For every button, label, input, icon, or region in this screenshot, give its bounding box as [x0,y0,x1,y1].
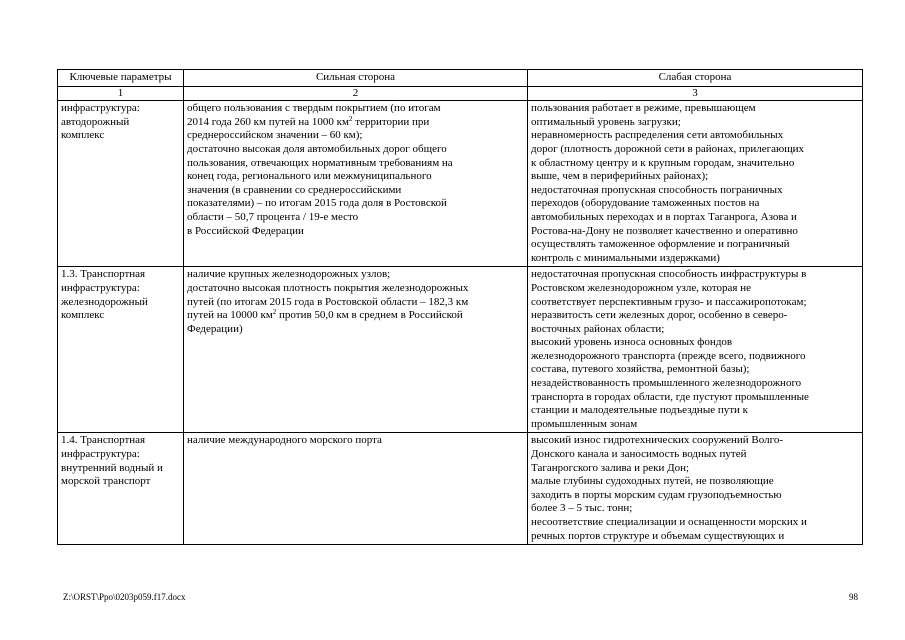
strong-side-line [187,323,524,337]
weak-side-line: восточных районах области; [531,322,665,335]
key-parameter-line: железнодорожный [61,295,148,308]
weak-side-line: дорог (плотность дорожной сети в районах, прилегающих [531,142,805,155]
column-number: 2 [184,86,528,101]
strong-side-line [187,309,524,323]
header-row [58,70,863,87]
weak-side-line: Ростовском железнодорожном узле, которая не [531,281,752,294]
weak-side-line: неразвитость сети железных дорог, особенно в северо- [531,309,788,322]
weak-side-line: незадействованность промышленного железнодорожного [531,377,802,390]
weak-side-line: пользования работает в режиме, превышающем [531,102,756,115]
key-parameter-line: комплекс [61,129,105,142]
column-number-row [58,86,863,101]
key-parameter-line: морской транспорт [61,475,151,488]
key-parameter-line: инфраструктура: [61,102,140,115]
weak-side-line: автомобильных переходах и в портах Таганрога, Азова и [531,210,797,223]
text-segment: общего пользования с твердым покрытием (по итогам [187,102,441,115]
weak-side-line: соответствует перспективным грузо- и пассажиропотокам; [531,295,807,308]
strong-side-cell [184,267,528,433]
weak-side-line: осуществлять таможенное оформление и пограничный [531,238,790,251]
text-segment: путей на 10000 км [187,309,273,322]
text-segment: путей (по итогам 2015 года в Ростовской области – 182,3 км [187,295,469,308]
text-segment: пользования, отвечающих нормативным требованиям на [187,156,453,169]
key-parameter-line: комплекс [61,309,105,322]
key-parameter-line: 1.3. Транспортная [61,268,146,281]
text-segment: Федерации) [187,322,243,335]
weak-side-line: Донского канала и заносимость водных путей [531,448,747,461]
text-segment: территории при [352,115,430,128]
strong-side-line [187,282,524,296]
weak-side-cell [528,101,863,267]
weak-side-line: промышленным зонам [531,417,638,430]
strong-side-line [187,268,524,282]
strong-side-line [187,434,524,448]
weak-side-line: к областному центру и к крупным городам, значительно [531,156,795,169]
table-row [58,433,863,545]
column-number: 1 [58,86,184,101]
weak-side-line: неравномерность распределения сети автомобильных [531,129,784,142]
strong-side-line [187,129,524,143]
weak-side-line: более 3 – 5 тыс. тонн; [531,502,633,515]
strong-side-line [187,225,524,239]
strong-side-line [187,211,524,225]
weak-side-line: Таганрогского залива и реки Дон; [531,461,690,474]
table-row [58,267,863,433]
strong-side-line [187,184,524,198]
weak-side-line: заходить в порты морским судам грузоподъемностью [531,488,782,501]
weak-side-line: несоответствие специализации и оснащенности морских и [531,516,807,528]
text-segment: наличие международного морского порта [187,434,382,447]
text-segment: против 50,0 км в среднем в Российской [276,309,463,322]
weak-side-line: недостаточная пропускная способность инфраструктуры в [531,268,807,281]
weak-side-line: состава, путевого хозяйства, ремонтной базы); [531,363,750,376]
header-strong-side: Сильная сторона [184,70,528,87]
weak-side-line: Ростова-на-Дону не позволяет качественно и оперативно [531,224,798,237]
strong-side-cell [184,101,528,267]
strong-side-line [187,170,524,184]
key-parameter-line: внутренний водный и [61,461,163,474]
weak-side-cell [528,267,863,433]
strong-side-line [187,102,524,116]
weak-side-line: речных портов структуре и объемам существующих и [531,529,785,542]
column-number: 3 [528,86,863,101]
header-key-params: Ключевые параметры [58,70,184,87]
superscript: 2 [272,308,277,317]
text-segment: конец года, регионального или межмуниципального [187,170,432,183]
weak-side-line: переходов (оборудование таможенных постов на [531,197,760,210]
text-segment: показателями) – по итогам 2015 года доля в Ростовской [187,197,447,210]
text-segment: наличие крупных железнодорожных узлов; [187,268,391,281]
text-segment: достаточно высокая плотность покрытия железнодорожных [187,281,469,294]
strong-side-cell [184,433,528,545]
weak-side-line: недостаточная пропускная способность пограничных [531,183,783,196]
key-parameter-cell [58,101,184,267]
table-row [58,101,863,267]
text-segment: 2014 года 260 км путей на 1000 км [187,115,349,128]
text-segment: в Российской Федерации [187,224,304,237]
key-parameter-line: автодорожный [61,115,130,128]
key-parameter-line: инфраструктура: [61,448,140,461]
weak-side-line: оптимальный уровень загрузки; [531,115,681,128]
weak-side-line: контроль с минимальными издержками) [531,251,720,264]
strong-side-line [187,143,524,157]
weak-side-line: железнодорожного транспорта (прежде всего, подвижного [531,349,806,362]
text-segment: значения (в сравнении со среднероссийскими [187,183,402,196]
key-parameter-cell [58,267,184,433]
text-segment: среднероссийском значении – 60 км); [187,129,363,142]
key-parameter-line: 1.4. Транспортная [61,434,146,447]
footer-file-path: Z:\ORST\Ppo\0203p059.f17.docx [63,592,186,602]
text-segment: области – 50,7 процента / 19-е место [187,210,359,223]
weak-side-line: станции и малодеятельные подъездные пути к [531,404,749,417]
key-parameter-line: инфраструктура: [61,281,140,294]
strong-side-line [187,197,524,211]
key-parameter-cell [58,433,184,545]
text-segment: достаточно высокая доля автомобильных дорог общего [187,142,447,155]
strong-side-line [187,116,524,130]
strong-side-line [187,157,524,171]
strong-side-line [187,296,524,310]
superscript: 2 [349,114,353,123]
weak-side-line: высокий уровень износа основных фондов [531,336,733,349]
weak-side-line: малые глубины судоходных путей, не позволяющие [531,475,774,488]
weak-side-line: транспорта в городах области, где пустуют промышленные [531,390,809,403]
header-weak-side: Слабая сторона [528,70,863,87]
weak-side-line: высокий износ гидротехнических сооружений Волго- [531,434,784,447]
swot-table [57,69,863,545]
weak-side-cell [528,433,863,545]
footer-page-number: 98 [849,592,858,602]
table-body [58,101,863,545]
weak-side-line: выше, чем в периферийных районах); [531,170,709,183]
